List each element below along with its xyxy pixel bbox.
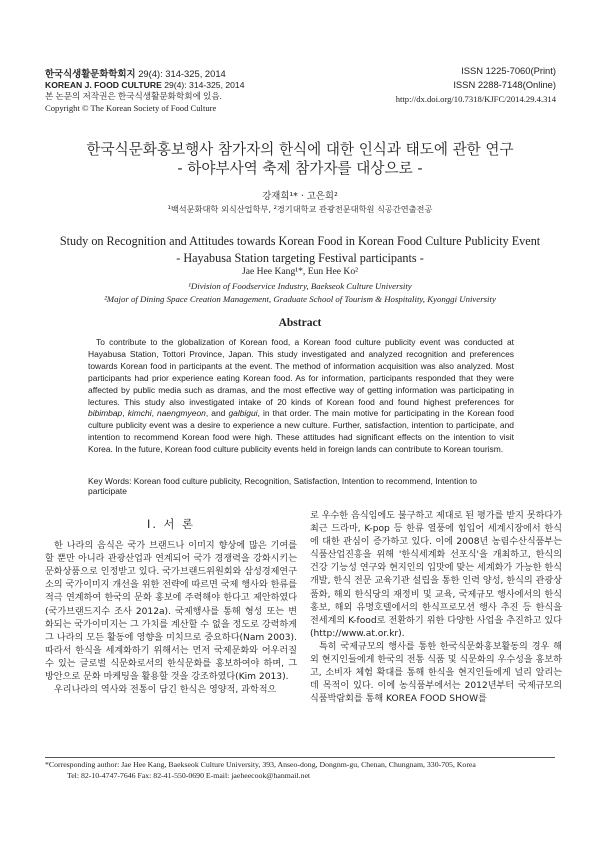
authors-en: Jae Hee Kang¹*, Eun Hee Ko² (241, 266, 359, 277)
footnote-divider (45, 757, 555, 758)
abstract-food-3: naengmyeon (157, 408, 206, 419)
copyright-en: Copyright © The Korean Society of Food Culture (45, 102, 217, 113)
left-paragraph-1: 한 나라의 음식은 국가 브랜드나 이미지 향상에 많은 기여를 할 뿐만 아니라 관광산업과 연계되어 국가 경쟁력을 강화시키는 문화상품으로 인정받고 있다. 국가브랜드위원회와 삼성경제연구소의 국가이미지 개선을 위한 전략에 따르면 국제 행사와 한류를 적극 연계하여 한국의 문화 홍보에 주력해야 한다고 제안하였다(국가브랜드지수 조사 2012a). 국제행사를 통해 형성 또는 변화되는 국가이미지는 그 가치를 계산할 수 없을 정도로 강력하게 그 나라의 모든 활동에 영향을 미치므로 중요하다(Nam 2003). 따라서 한식을 세계화하기 위해서는 먼저 국제문화와 어우러질 수 있는 글로벌 식문화로서의 한식문화를 홍보하여야 하며, 그 방안으로 문화 마케팅을 활용할 것을 강조하였다(Kim 2013). (45, 541, 297, 683)
keywords: Key Words: Korean food culture publicity, Recognition, Satisfaction, Intention to recommend, Intention to participate (88, 476, 477, 496)
abstract-heading: Abstract (278, 317, 322, 329)
title-ko: 한국식문화홍보행사 참가자의 한식에 대한 인식과 태도에 관한 연구 (86, 141, 514, 158)
right-paragraph-1: 로 우수한 음식임에도 불구하고 제대로 된 평가를 받지 못하다가 최근 드라마, K-pop 등 한류 열풍에 힘입어 세계시장에서 한식에 대한 관심이 증가하고 있다. 이에 2008년 농림수산식품부는 식품산업진흥을 위해 '한식세계화 선포식'을 개최하고, 한식의 건강 기능성 연구와 현지인의 입맛에 맞는 세계화가 가능한 한식 개발, 한식 전문 교육기관 설립을 통한 인력 양성, 한식의 관광상품화, 해외 한식당의 재정비 및 교육, 국제규모 행사에서의 한식 홍보, 해외 유명호텔에서의 한식프로모션 행사 추진 등 한식을 전세계의 K-food로 전환하기 위한 다양한 사업을 추진하고 있다(http://www.at.or.kr). (310, 511, 562, 639)
issn-online: ISSN 2288-7148(Online) (453, 79, 556, 90)
issn-print: ISSN 1225-7060(Print) (461, 65, 556, 76)
affiliations-ko: ¹백석문화대학 외식산업학부, ²경기대학교 관광전문대학원 식공간연출전공 (167, 204, 433, 214)
right-column (310, 510, 562, 706)
journal-header (45, 68, 244, 114)
footnote-corresponding: *Corresponding author: Jae Hee Kang, Baekseok Culture University, 393, Anseo-dong, Dongnm-gu, Chenan, Chungnam, 330-705, Korea (45, 760, 476, 769)
left-paragraph-2: 우리나라의 역사와 전통이 담긴 한식은 영양적, 과학적으 (54, 685, 277, 696)
abstract-food-4: galbigui (228, 408, 258, 419)
affiliation-en-1: ¹Division of Foodservice Industry, Baekseok Culture University (188, 281, 412, 291)
abstract-body: To contribute to the globalization of Korean food, a Korean food culture publicity event was conducted at Hayabusa Station, Tottori Province, Japan. This study investigated and analyzed recognition and preferences towards Korean food in participants at the event. The method of information acquisition was also analyzed. Most participants had prior experience eating Korean food. As for information, participants responded that they were affected by public media such as dramas, and the most effective way of getting information was participating in lectures. This study also investigated intake of 20 kinds of Korean food and found highest preferences for bibimbap, kimchi, naengmyeon, and galbigui, in that order. The main motive for participating in the Korean food culture publicity event was a desire to experience a new culture. Further, satisfaction, intention to participate, and intention to recommend Korean food were high. These attitudes had significant effects on the intention to visit Korea. In the future, Korean food culture publicity events held in foreign lands can contribute to Korean tourism. (88, 337, 514, 455)
journal-name-ko: 한국식생활문화학회지 29(4): 314-325, 2014 (45, 68, 226, 79)
subtitle-en: - Hayabusa Station targeting Festival participants - (176, 251, 424, 265)
subtitle-ko: - 하야부사역 축제 참가자를 대상으로 - (177, 160, 423, 177)
issn-block (396, 64, 556, 106)
affiliations-en (30, 280, 570, 305)
abstract-part1: To contribute to the globalization of Korean food, a Korean food culture publicity event was conducted at Hayabusa Station, Tottori Province, Japan. This study investigated and analyzed recognition and preferences towards Korean food in participants at the event. The method of information acquisition was also analyzed. Most participants had prior experience eating Korean food. As for information, participants responded that they were affected by public media such as dramas, and the most effective way of getting information was participating in lectures. This study also investigated intake of 20 kinds of Korean food and found highest preferences for (88, 337, 514, 407)
left-column (45, 510, 297, 697)
copyright-ko: 본 논문의 저작권은 한국식생활문화학회에 있음. (45, 91, 222, 101)
title-en: Study on Recognition and Attitudes towards Korean Food in Korean Food Culture Publicity Event (59, 234, 541, 248)
footnote (45, 760, 476, 781)
journal-name-en: KOREAN J. FOOD CULTURE 29(4): 314-325, 2014 (45, 79, 245, 90)
affiliation-en-2: ²Major of Dining Space Creation Management, Graduate School of Tourism & Hospitality, Kyonggi University (104, 293, 496, 304)
abstract-food-2: kimchi (127, 408, 152, 419)
right-paragraph-2: 특히 국제규모의 행사를 통한 한국식문화홍보활동의 경우 해외 현지인들에게 한국의 전통 식품 및 식문화의 우수성을 홍보하고, 소비자 체험 확대를 통해 한식을 현지인들에게 널리 알리는데 목적이 있다. 이에 농식품부에서는 2012년부터 국제규모의 식품박람회를 통해 KOREA FOOD SHOW를 (310, 641, 562, 705)
title-ko-block (30, 140, 570, 178)
section-title: Ⅰ. 서 론 (147, 518, 195, 531)
title-en-block (30, 233, 570, 267)
abstract-food-1: bibimbap (88, 408, 123, 419)
doi-link[interactable]: http://dx.doi.org/10.7318/KJFC/2014.29.4.314 (395, 94, 556, 104)
abstract-part2: , in that order. The main motive for participating in the Korean food culture publicity event was a desire to experience a new culture. Further, satisfaction, intention to participate, and intention to recommend Korean food were high. These attitudes had significant effects on the intention to visit Korea. In the future, Korean food culture publicity events held in foreign lands can contribute to Korean tourism. (88, 408, 514, 455)
footnote-contact: Tel: 82-10-4747-7646 Fax: 82-41-550-0690 E-mail: jaeheecook@hanmail.net (67, 770, 311, 780)
authors-ko: 강재희¹* · 고은희² (262, 191, 338, 202)
